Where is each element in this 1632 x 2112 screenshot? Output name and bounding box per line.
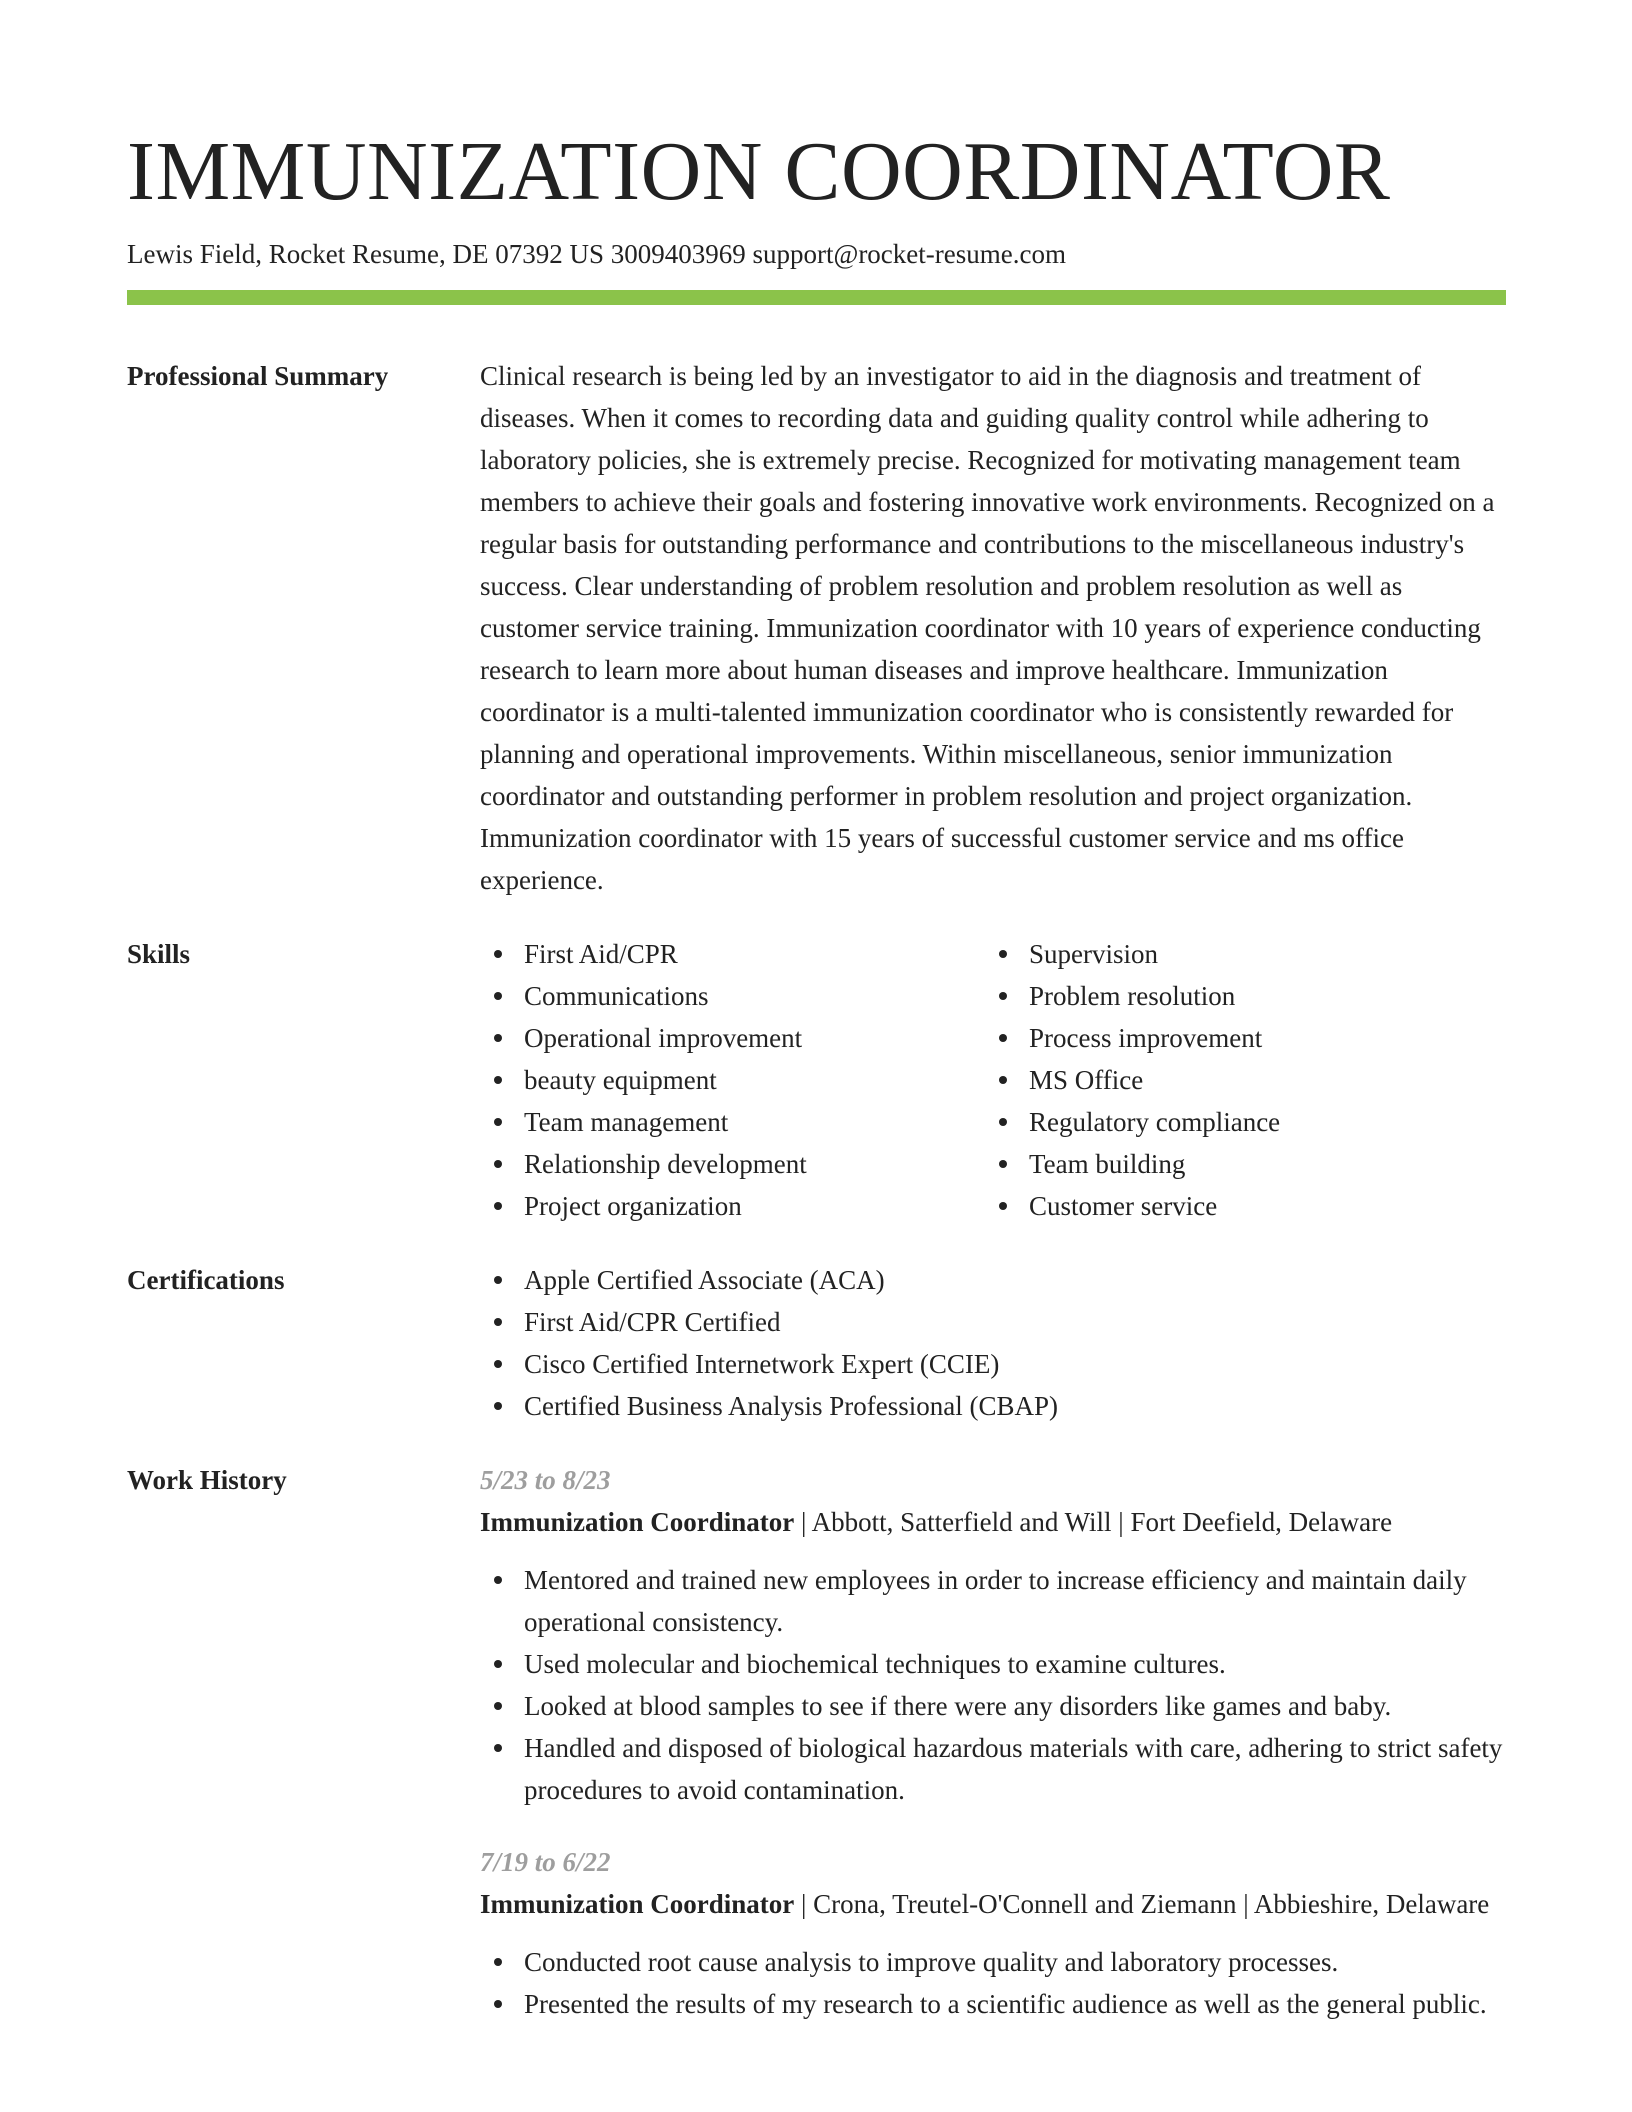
job-details: | Crona, Treutel-O'Connell and Ziemann | Abbieshire, Delaware	[794, 1889, 1490, 1919]
resume-page	[127, 118, 1506, 2025]
skill-item: Customer service	[1029, 1185, 1490, 1227]
certification-item: Cisco Certified Internetwork Expert (CCIE)	[524, 1343, 1506, 1385]
skills-section	[127, 933, 1506, 1227]
skill-item: Communications	[524, 975, 985, 1017]
skill-item: Relationship development	[524, 1143, 985, 1185]
skills-grid	[480, 933, 1506, 1227]
summary-text: Clinical research is being led by an investigator to aid in the diagnosis and treatment of diseases. When it comes to recording data and guiding quality control while adhering to laboratory policies, she is extremely precise. Recognized for motivating management team members to achieve their goals and fostering innovative work environments. Recognized on a regular basis for outstanding performance and contributions to the miscellaneous industry's success. Clear understanding of problem resolution and problem resolution as well as customer service training. Immunization coordinator with 10 years of experience conducting research to learn more about human diseases and improve healthcare. Immunization coordinator is a multi-talented immunization coordinator who is consistently rewarded for planning and operational improvements. Within miscellaneous, senior immunization coordinator and outstanding performer in problem resolution and project organization. Immunization coordinator with 15 years of successful customer service and ms office experience.	[480, 361, 1495, 895]
skill-item: MS Office	[1029, 1059, 1490, 1101]
certifications-list	[480, 1259, 1506, 1427]
job-entry	[480, 1841, 1506, 2025]
skill-item: Regulatory compliance	[1029, 1101, 1490, 1143]
skill-item: First Aid/CPR	[524, 933, 985, 975]
job-title: Immunization Coordinator	[480, 1889, 795, 1919]
work-history-title: Work History	[127, 1465, 287, 1495]
skill-item: Process improvement	[1029, 1017, 1490, 1059]
job-bullet: Presented the results of my research to a scientific audience as well as the general public.	[524, 1983, 1506, 2025]
job-dates: 7/19 to 6/22	[480, 1847, 611, 1877]
skills-list-left	[480, 933, 985, 1227]
skill-item: Project organization	[524, 1185, 985, 1227]
job-bullet: Used molecular and biochemical techniques to examine cultures.	[524, 1643, 1506, 1685]
skill-item: beauty equipment	[524, 1059, 985, 1101]
job-bullet: Handled and disposed of biological hazardous materials with care, adhering to strict safety procedures to avoid contamination.	[524, 1727, 1506, 1811]
job-dates: 5/23 to 8/23	[480, 1465, 611, 1495]
job-title: Immunization Coordinator	[480, 1507, 795, 1537]
summary-section	[127, 355, 1506, 901]
skill-item: Supervision	[1029, 933, 1490, 975]
job-bullet: Conducted root cause analysis to improve quality and laboratory processes.	[524, 1941, 1506, 1983]
skill-item: Operational improvement	[524, 1017, 985, 1059]
certifications-body	[480, 1259, 1506, 1427]
skill-item: Team building	[1029, 1143, 1490, 1185]
resume-name: IMMUNIZATION COORDINATOR	[127, 125, 1391, 218]
work-history-body	[480, 1459, 1506, 2025]
certifications-section	[127, 1259, 1506, 1427]
skills-list-right	[985, 933, 1490, 1227]
certification-item: First Aid/CPR Certified	[524, 1301, 1506, 1343]
contact-line: Lewis Field, Rocket Resume, DE 07392 US 3009403969 support@rocket-resume.com	[127, 239, 1066, 269]
summary-title: Professional Summary	[127, 361, 389, 391]
skill-item: Problem resolution	[1029, 975, 1490, 1017]
job-entry	[480, 1459, 1506, 1811]
certification-item: Certified Business Analysis Professional (CBAP)	[524, 1385, 1506, 1427]
certification-item: Apple Certified Associate (ACA)	[524, 1259, 1506, 1301]
skills-title: Skills	[127, 939, 191, 969]
job-heading	[480, 1883, 1506, 1925]
work-history-section	[127, 1459, 1506, 2025]
skill-item: Team management	[524, 1101, 985, 1143]
job-bullets	[480, 1941, 1506, 2025]
header-accent-rule	[127, 290, 1506, 305]
certifications-title: Certifications	[127, 1265, 285, 1295]
job-bullets	[480, 1559, 1506, 1811]
job-details: | Abbott, Satterfield and Will | Fort Deefield, Delaware	[794, 1507, 1393, 1537]
summary-body	[480, 355, 1506, 901]
skills-body	[480, 933, 1506, 1227]
job-heading	[480, 1501, 1506, 1543]
job-bullet: Mentored and trained new employees in order to increase efficiency and maintain daily operational consistency.	[524, 1559, 1506, 1643]
job-bullet: Looked at blood samples to see if there were any disorders like games and baby.	[524, 1685, 1506, 1727]
